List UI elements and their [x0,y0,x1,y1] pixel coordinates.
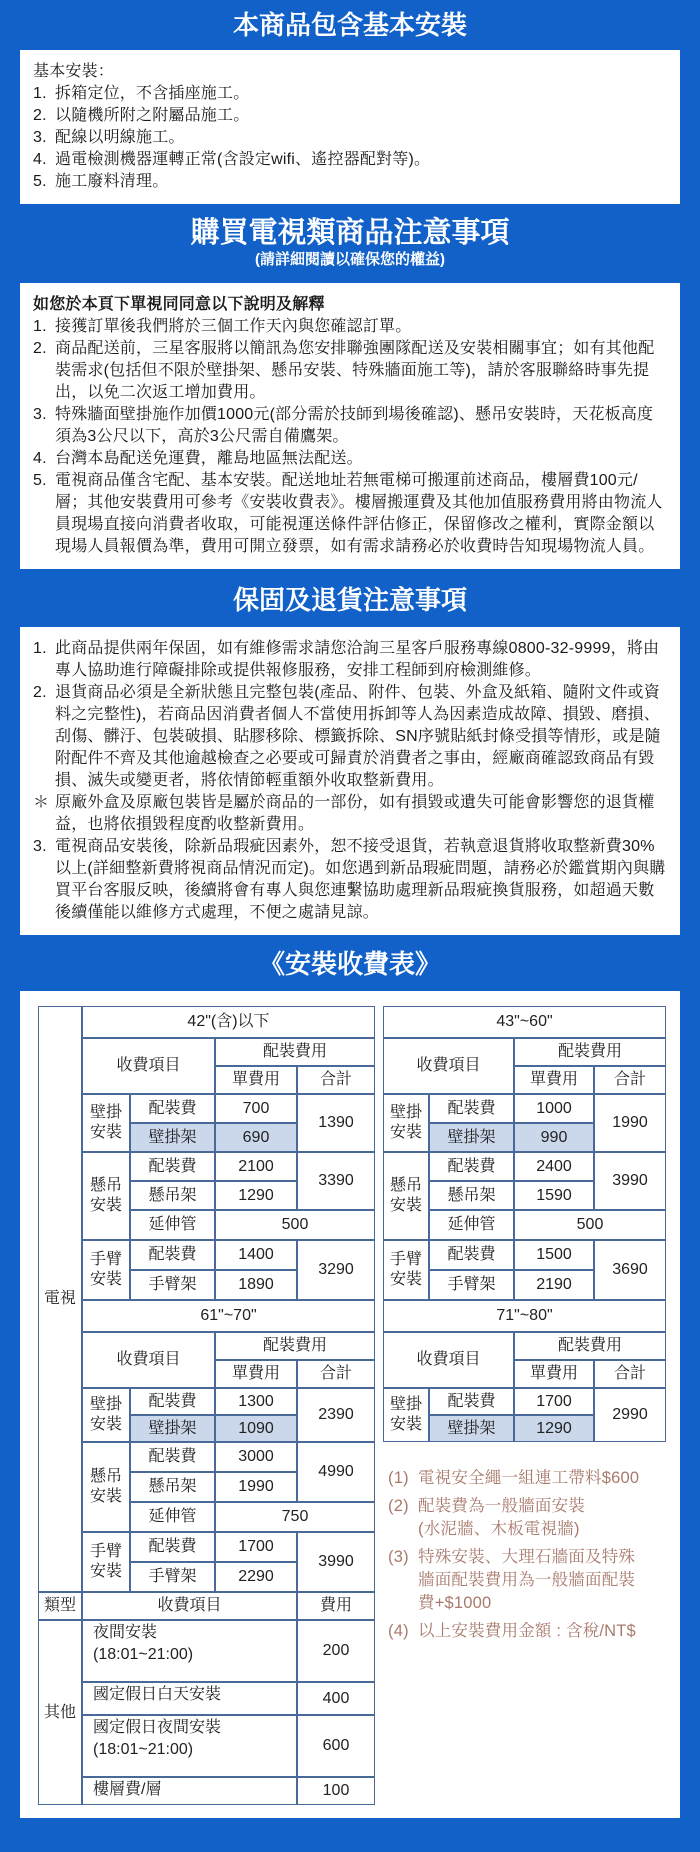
header-cell-total: 合計 [297,1066,375,1094]
label-cell-ceiling: 懸吊安裝 [383,1152,429,1240]
note-item [388,1620,664,1643]
item-number: 1. [33,85,47,102]
list-item [33,836,667,924]
header-cell-unit: 單費用 [514,1360,594,1388]
basic-install-box [20,50,680,204]
fee-cell: 3000 [215,1442,297,1472]
label-cell-fee: 配裝費 [429,1094,514,1123]
item-text: 電視商品安裝後，除新品瑕疵因素外，恕不接受退貨，若執意退貨將收取整新費30%以上(詳細整新費將視商品情況而定)。如您遇到新品瑕疵問題，請務必於鑑賞期內與購買平台客服反映，後續將會有專人與您連繫協助處理新品瑕疵換貨服務，如超過天數後續僅能以維修方式處理，不便之處請見諒。 [55,838,666,921]
header-cell-item: 收費項目 [82,1332,215,1388]
total-cell: 2390 [297,1388,375,1442]
fee-cell: 2290 [215,1562,297,1592]
label-cell-ceilmount: 懸吊架 [429,1181,514,1210]
other-item-cell [82,1777,297,1805]
list-item [33,338,667,404]
item-number: 5. [33,472,47,489]
item-number: 2. [33,340,47,357]
label-cell-arm: 手臂安裝 [383,1240,429,1300]
fee-cell: 2190 [514,1270,594,1300]
header-cell-item: 收費項目 [82,1038,215,1094]
header-cell-total: 合計 [594,1360,666,1388]
total-cell: 1390 [297,1094,375,1152]
item-text: 電視商品僅含宅配、基本安裝。配送地址若無電梯可搬運前述商品，樓層費100元/層；其他安裝費用可參考《安裝收費表》。樓層搬運費及其他加值服務費用將由物流人員現場直接向消費者收取，可能視運送條件評估修正，保留修改之權利，實際金額以現場人員報價為準，費用可開立發票，如有需求請務必於收費時告知現場物流人員。 [55,472,663,555]
fee-cell: 1700 [514,1388,594,1415]
note-line: (水泥牆、木板電視牆) [418,1520,580,1538]
list-item-star-note [33,792,667,836]
item-sub: (18:01~21:00) [93,1741,194,1758]
note-line: 以上安裝費用金額 : 含稅/NT$ [418,1622,636,1640]
label-cell-extension: 延伸管 [429,1210,514,1240]
note-number: (4) [388,1622,409,1640]
row-group-label-tv: 電視 [38,1006,82,1592]
label-cell-extension: 延伸管 [130,1210,215,1240]
fee-cell: 1700 [215,1532,297,1562]
header-cell-item: 收費項目 [383,1332,514,1388]
section1-title: 本商品包含基本安裝 [232,10,467,40]
item-text: 台灣本島配送免運費，離島地區無法配送。 [55,450,363,467]
section2-subtitle: (請詳細閱讀以確保您的權益) [255,251,445,268]
other-item-cell [82,1715,297,1777]
list-item [33,316,667,338]
total-cell: 3690 [594,1240,666,1300]
label-cell-fee: 配裝費 [130,1388,215,1415]
item-text: 商品配送前，三星客服將以簡訊為您安排聯強團隊配送及安裝相關事宜；如有其他配裝需求(包括但不限於壁掛架、懸吊安裝、特殊牆面施工等)，請於客服聯絡時事先提出，以免二次返工增加費用。 [55,340,655,401]
header-cell-fee: 配裝費用 [215,1038,375,1066]
item-number: 4. [33,450,47,467]
label-cell-wallmount: 壁掛架 [130,1415,215,1442]
fee-table-title: 《安裝收費表》 [258,949,441,979]
note-item [388,1546,664,1615]
total-cell: 3990 [594,1152,666,1210]
fee-cell: 1290 [215,1181,297,1210]
fee-cell: 750 [215,1502,375,1532]
header-cell-unit: 單費用 [514,1066,594,1094]
header-cell-unit: 單費用 [215,1360,297,1388]
item-text: 原廠外盒及原廠包裝皆是屬於商品的一部份，如有損毀或遺失可能會影響您的退貨權益，也將依損毀程度酌收整新費用。 [55,794,655,833]
label-cell-wall: 壁掛安裝 [82,1388,130,1442]
item-number: 3. [33,129,47,146]
note-number: (2) [388,1497,409,1515]
fee-cell: 500 [514,1210,666,1240]
size-header-43-60: 43"~60" [383,1006,666,1038]
header-cell-unit: 單費用 [215,1066,297,1094]
label-cell-armmount: 手臂架 [429,1270,514,1300]
note-item [388,1467,664,1490]
item-number: 3. [33,838,47,855]
item-name: 樓層費/層 [93,1781,162,1798]
header-cell-total: 合計 [297,1360,375,1388]
fee-cell: 400 [297,1682,375,1715]
label-cell-arm: 手臂安裝 [82,1240,130,1300]
warranty-return-box [20,627,680,935]
size-header-61-70: 61"~70" [82,1300,375,1332]
fee-cell: 600 [297,1715,375,1777]
label-cell-fee: 配裝費 [429,1152,514,1181]
label-cell-ceiling: 懸吊安裝 [82,1442,130,1532]
header-cell-item: 收費項目 [383,1038,514,1094]
label-cell-fee: 配裝費 [130,1442,215,1472]
label-cell-armmount: 手臂架 [130,1562,215,1592]
other-item-cell [82,1620,297,1682]
fee-cell: 500 [215,1210,375,1240]
fee-cell: 1300 [215,1388,297,1415]
item-text: 此商品提供兩年保固，如有維修需求請您洽詢三星客戶服務專線0800-32-9999，將由專人協助進行障礙排除或提供報修服務，安排工程師到府檢測維修。 [55,640,660,679]
label-cell-fee: 配裝費 [130,1152,215,1181]
list-item [33,682,667,792]
item-text: 以隨機所附之附屬品施工。 [55,107,250,124]
total-cell: 3990 [297,1532,375,1592]
list-item [33,127,667,149]
total-cell: 2990 [594,1388,666,1442]
fee-cell: 1500 [514,1240,594,1270]
note-item [388,1495,664,1541]
fee-cell: 1590 [514,1181,594,1210]
header-cell-fee: 配裝費用 [514,1038,666,1066]
label-cell-fee: 配裝費 [130,1532,215,1562]
label-cell-wall: 壁掛安裝 [82,1094,130,1152]
size-header-71-80: 71"~80" [383,1300,666,1332]
item-number: 2. [33,107,47,124]
label-cell-ceilmount: 懸吊架 [130,1181,215,1210]
item-text: 施工廢料清理。 [55,173,169,190]
note-line: 費+$1000 [418,1594,492,1612]
fee-cell: 990 [514,1123,594,1152]
label-cell-wallmount: 壁掛架 [429,1415,514,1442]
note-line: 配裝費為一般牆面安裝 [418,1497,585,1515]
list-item [33,171,667,193]
header-cell-total: 合計 [594,1066,666,1094]
item-text: 拆箱定位，不含插座施工。 [55,85,250,102]
header-cell-item: 收費項目 [82,1592,297,1620]
fee-cell: 690 [215,1123,297,1152]
header-cell-type: 類型 [38,1592,82,1620]
list-item [33,638,667,682]
item-number: 5. [33,173,47,190]
item-text: 過電檢測機器運轉正常(含設定wifi、遙控器配對等)。 [55,151,431,168]
label-cell-wall: 壁掛安裝 [383,1094,429,1152]
label-cell-wall: 壁掛安裝 [383,1388,429,1442]
fee-cell: 2400 [514,1152,594,1181]
item-text: 接獲訂單後我們將於三個工作天內與您確認訂單。 [55,318,412,335]
item-text: 退貨商品必須是全新狀態且完整包裝(產品、附件、包裝、外盒及紙箱、隨附文件或資料之完整性)，若商品因消費者個人不當使用拆卸等人為因素造成故障、損毀、磨損、刮傷、髒汙、包裝破損、貼膠移除、標籤拆除、SN序號貼紙封條受損等情形，或是隨附配件不齊及其他逾越檢查之必要或可歸責於消費者之事由，經廠商確認致商品有毀損、滅失或變更者，將依情節輕重額外收取整新費用。 [55,684,661,789]
label-cell-fee: 配裝費 [429,1240,514,1270]
other-item-cell [82,1682,297,1715]
item-sub: (18:01~21:00) [93,1646,194,1663]
label-cell-fee: 配裝費 [130,1094,215,1123]
header-cell-fee: 配裝費用 [514,1332,666,1360]
label-cell-wallmount: 壁掛架 [130,1123,215,1152]
header-cell-fee: 配裝費用 [215,1332,375,1360]
header-cell-fee: 費用 [297,1592,375,1620]
fee-cell: 200 [297,1620,375,1682]
total-cell: 3290 [297,1240,375,1300]
label-cell-fee: 配裝費 [429,1388,514,1415]
tv-purchase-notice-box [20,283,680,569]
item-number: 2. [33,684,47,701]
item-text: 配線以明線施工。 [55,129,185,146]
basic-install-heading: 基本安裝： [33,63,115,80]
item-name: 國定假日夜間安裝 [93,1719,222,1736]
item-name: 夜間安裝 [93,1624,158,1641]
list-item [33,404,667,448]
item-number: 3. [33,406,47,423]
total-cell: 1990 [594,1094,666,1152]
label-cell-armmount: 手臂架 [130,1270,215,1300]
label-cell-wallmount: 壁掛架 [429,1123,514,1152]
list-item [33,149,667,171]
note-line: 電視安全繩一組連工帶料$600 [418,1469,640,1487]
item-number: 1. [33,640,47,657]
fee-cell: 1000 [514,1094,594,1123]
fee-cell: 1090 [215,1415,297,1442]
fee-cell: 2100 [215,1152,297,1181]
item-number: ＊ [33,794,50,811]
fee-cell: 700 [215,1094,297,1123]
row-group-label-other: 其他 [38,1620,82,1805]
label-cell-ceilmount: 懸吊架 [130,1472,215,1502]
item-number: 4. [33,151,47,168]
list-item [33,448,667,470]
label-cell-extension: 延伸管 [130,1502,215,1532]
fee-table-notes [388,1467,664,1648]
list-item [33,83,667,105]
label-cell-arm: 手臂安裝 [82,1532,130,1592]
label-cell-fee: 配裝費 [130,1240,215,1270]
label-cell-ceiling: 懸吊安裝 [82,1152,130,1240]
fee-cell: 1290 [514,1415,594,1442]
fee-cell: 100 [297,1777,375,1805]
list-item [33,470,667,558]
size-header-42: 42"(含)以下 [82,1006,375,1038]
total-cell: 4990 [297,1442,375,1502]
list-item [33,105,667,127]
note-line: 特殊安裝、大理石牆面及特殊 [418,1548,636,1566]
fee-cell: 1890 [215,1270,297,1300]
item-name: 國定假日白天安裝 [93,1686,222,1703]
note-number: (1) [388,1469,409,1487]
fee-cell: 1400 [215,1240,297,1270]
notice-heading: 如您於本頁下單視同同意以下說明及解釋 [33,296,325,313]
total-cell: 3390 [297,1152,375,1210]
item-text: 特殊牆面壁掛施作加價1000元(部分需於技師到場後確認)、懸吊安裝時，天花板高度須為3公尺以下，高於3公尺需自備鷹架。 [55,406,654,445]
fee-cell: 1990 [215,1472,297,1502]
section2-title: 購買電視類商品注意事項 [190,217,510,249]
note-number: (3) [388,1548,409,1566]
section3-title: 保固及退貨注意事項 [232,585,467,615]
fee-table-panel [20,991,680,1818]
note-line: 牆面配裝費用為一般牆面配裝 [418,1571,636,1589]
item-number: 1. [33,318,47,335]
